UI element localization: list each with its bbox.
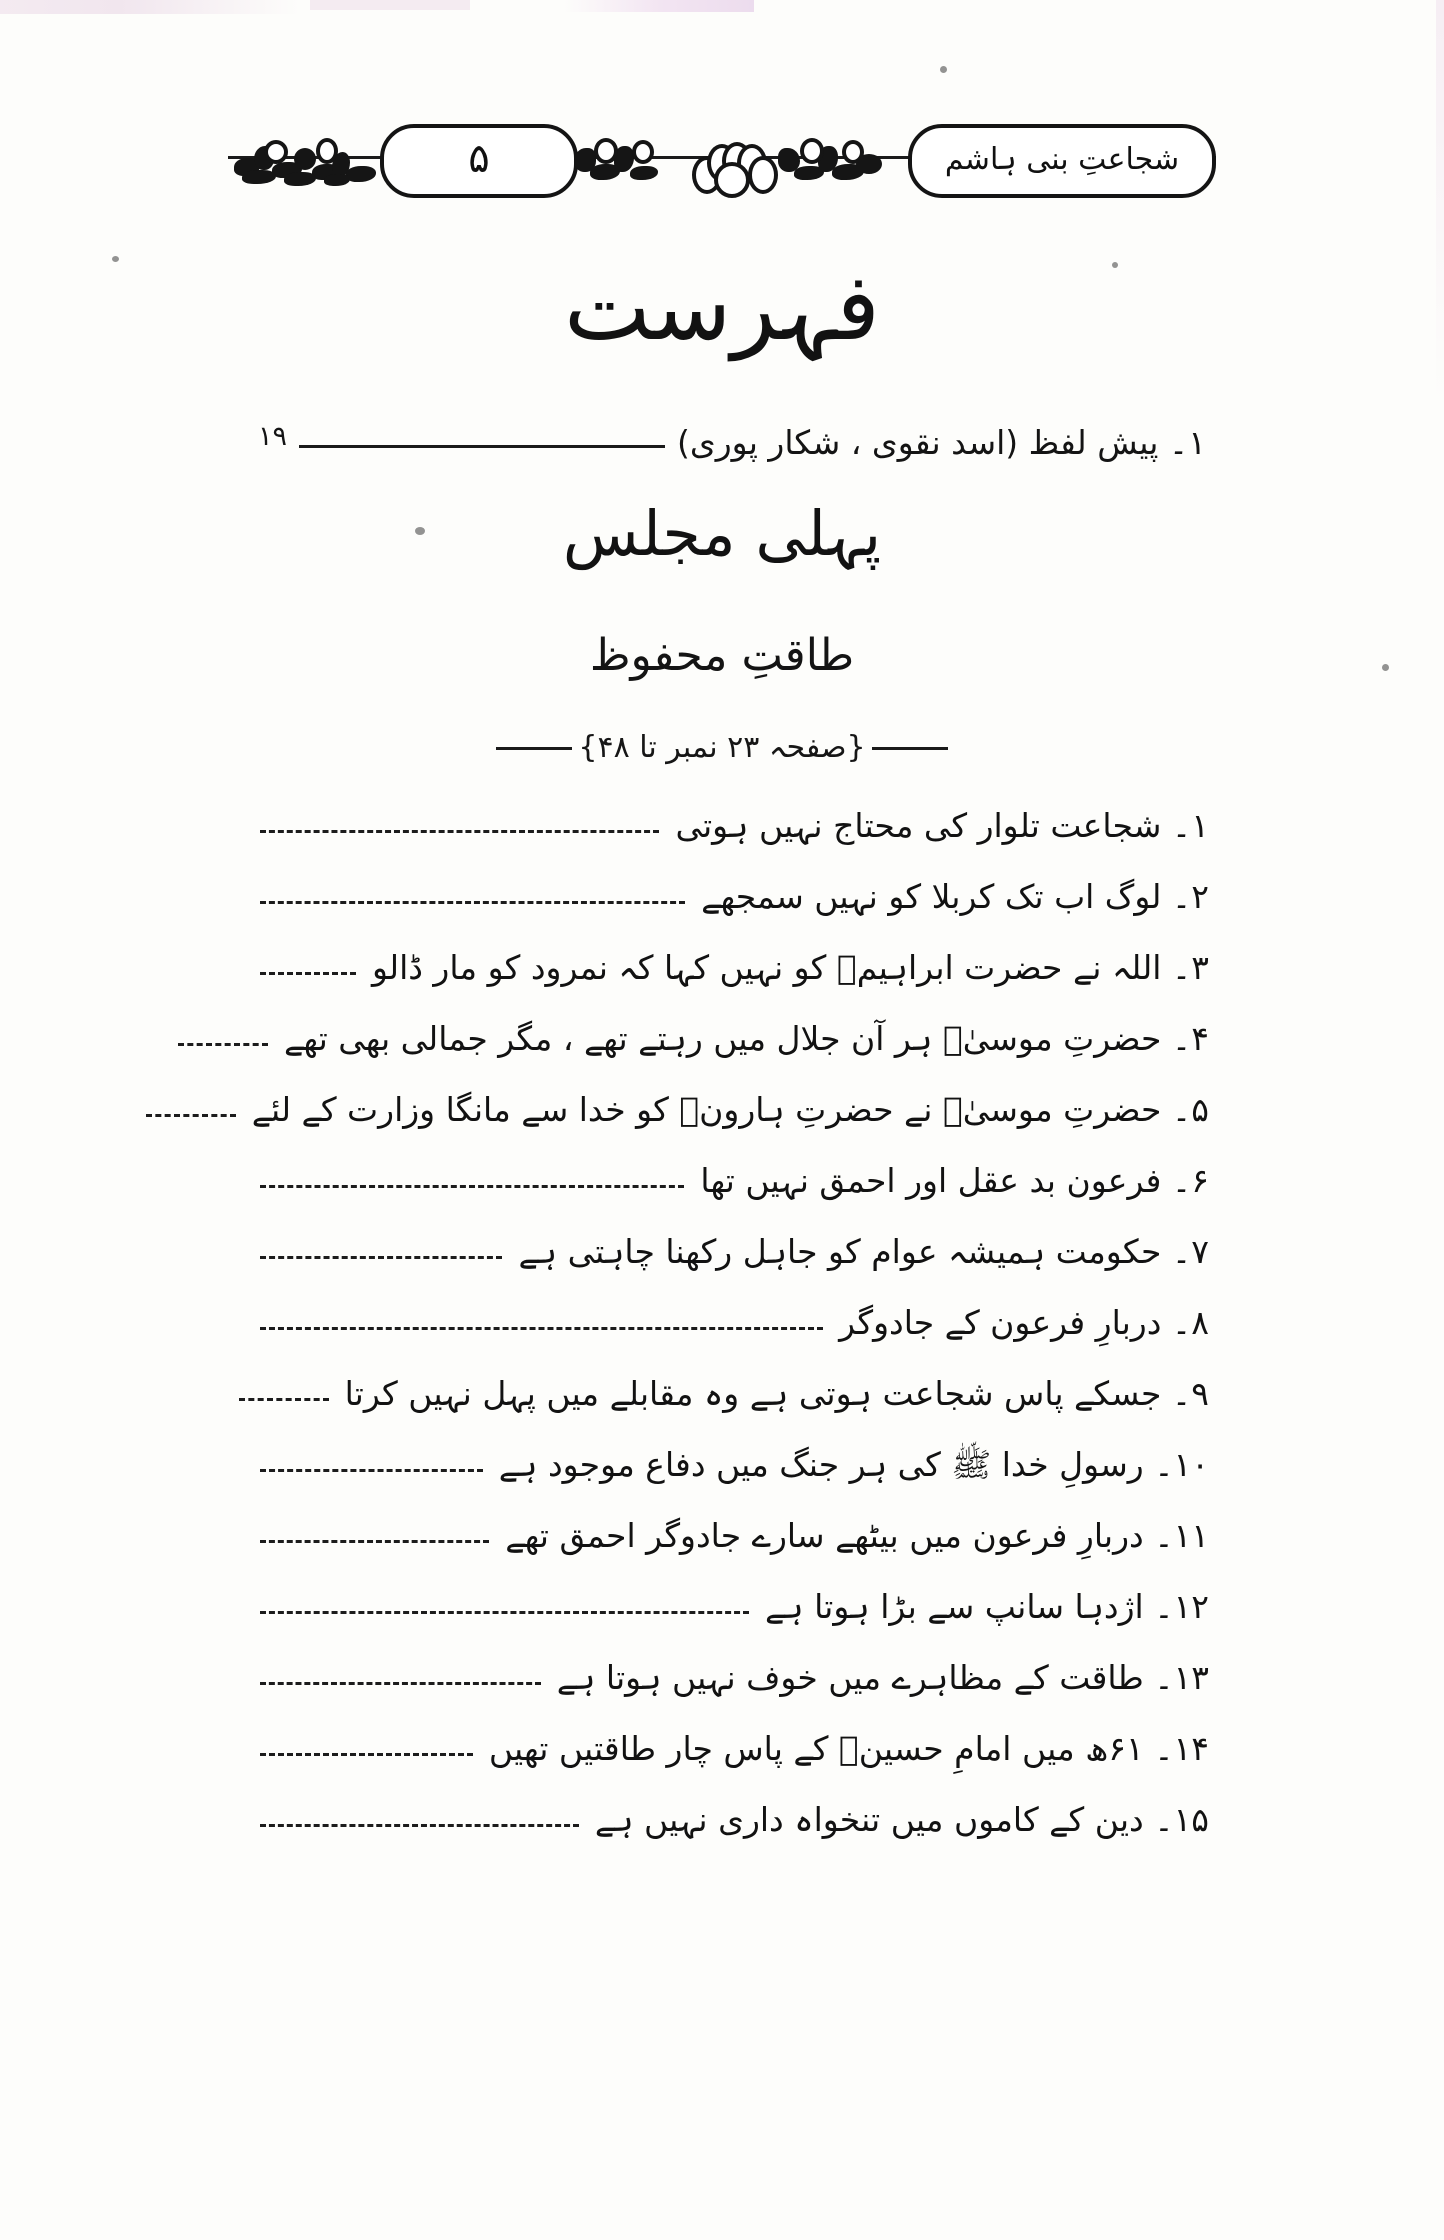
toc-entry-text: ۱۔ شجاعت تلوار کی محتاج نہیں ہوتی [675, 805, 1209, 845]
list-item[interactable] [250, 1358, 1209, 1429]
list-item[interactable] [250, 1287, 1209, 1358]
section-page-range [0, 730, 1444, 765]
book-title-cartouche [908, 124, 1216, 198]
list-item[interactable] [250, 790, 1209, 861]
toc-entry-text: ۴۔ حضرتِ موسیٰؑ ہر آن جلال میں رہتے تھے ، مگر جمالی بھی تھے [284, 1018, 1209, 1058]
page-number: ۵ [468, 136, 490, 182]
leader-rule [496, 747, 572, 750]
list-item[interactable] [250, 1003, 1209, 1074]
floral-ornament-icon [570, 136, 892, 192]
scan-edge-artifact [310, 0, 470, 10]
floral-ornament-icon [228, 136, 380, 192]
section-heading: پہلی مجلس [562, 497, 882, 570]
toc-entry-preface[interactable] [258, 418, 1206, 466]
leader-dashes [260, 1327, 823, 1330]
list-item[interactable] [250, 1429, 1209, 1500]
toc-entry-text: ۶۔ فرعون بد عقل اور احمق نہیں تھا [700, 1160, 1209, 1200]
leader-dashes [260, 1469, 483, 1472]
toc-entry-text: ۵۔ حضرتِ موسیٰؑ نے حضرتِ ہارونؑ کو خدا سے مانگا وزارت کے لئے [251, 1089, 1209, 1129]
list-item[interactable] [250, 861, 1209, 932]
toc-entry-text: ۹۔ جسکے پاس شجاعت ہوتی ہے وہ مقابلے میں پہل نہیں کرتا [344, 1373, 1209, 1413]
list-item[interactable] [250, 1571, 1209, 1642]
leader-dashes [146, 1114, 236, 1117]
scan-speckle [940, 66, 947, 73]
preface-label: ۱۔ پیش لفظ (اسد نقوی ، شکار پوری) [677, 422, 1206, 462]
list-item[interactable] [250, 932, 1209, 1003]
list-item[interactable] [250, 1500, 1209, 1571]
leader-dashes [260, 830, 659, 833]
leader-dashes [260, 1185, 684, 1188]
toc-entry-text: ۲۔ لوگ اب تک کربلا کو نہیں سمجھے [701, 876, 1209, 916]
toc-entry-text: ۱۵۔ دین کے کاموں میں تنخواہ داری نہیں ہے [594, 1799, 1209, 1839]
toc-entry-text: ۱۰۔ رسولِ خدا ﷺ کی ہر جنگ میں دفاع موجود ہے [498, 1444, 1209, 1484]
toc-entry-text: ۱۳۔ طاقت کے مظاہرے میں خوف نہیں ہوتا ہے [556, 1657, 1209, 1697]
leader-dashes [260, 972, 356, 975]
book-title: شجاعتِ بنی ہاشم [944, 141, 1180, 177]
list-item[interactable] [250, 1074, 1209, 1145]
toc-entry-text: ۱۲۔ اژدہا سانپ سے بڑا ہوتا ہے [764, 1586, 1209, 1626]
leader-dashes [178, 1043, 268, 1046]
list-item[interactable] [250, 1784, 1209, 1855]
leader-dashes [260, 1256, 502, 1259]
leader-dashes [260, 1540, 489, 1543]
leader-dashes [239, 1398, 329, 1401]
toc-entry-text: ۸۔ دربارِ فرعون کے جادوگر [839, 1302, 1209, 1342]
leader-rule [299, 445, 665, 448]
leader-dashes [260, 901, 685, 904]
page-title: فہرست [563, 254, 881, 361]
section-subheading: طاقتِ محفوظ [589, 630, 855, 681]
list-item[interactable] [250, 1145, 1209, 1216]
page-range-text: {صفحہ ۲۳ نمبر تا ۴۸} [578, 730, 866, 765]
toc-entry-text: ۱۴۔ ۶۱ھ میں امامِ حسینؑ کے پاس چار طاقتیں تھیں [488, 1728, 1209, 1768]
leader-dashes [260, 1753, 473, 1756]
scan-edge-artifact [0, 0, 300, 14]
leader-dashes [260, 1682, 541, 1685]
toc-entry-text: ۳۔ اللہ نے حضرت ابراہیمؑ کو نہیں کہا کہ نمرود کو مار ڈالو [371, 947, 1209, 987]
preface-page-number: ۱۹ [258, 420, 288, 452]
toc-entry-text: ۷۔ حکومت ہمیشہ عوام کو جاہل رکھنا چاہتی ہے [518, 1231, 1209, 1271]
leader-dashes [260, 1611, 749, 1614]
flower-icon [692, 142, 770, 194]
list-item[interactable] [250, 1216, 1209, 1287]
leader-rule [872, 747, 948, 750]
leader-dashes [260, 1824, 579, 1827]
toc-entry-text: ۱۱۔ دربارِ فرعون میں بیٹھے سارے جادوگر احمق تھے [505, 1515, 1209, 1555]
scan-edge-artifact [564, 0, 754, 12]
page-header [228, 118, 1216, 196]
list-item[interactable] [250, 1713, 1209, 1784]
page-number-cartouche [380, 124, 578, 198]
toc-entry-list [250, 790, 1209, 1855]
list-item[interactable] [250, 1642, 1209, 1713]
